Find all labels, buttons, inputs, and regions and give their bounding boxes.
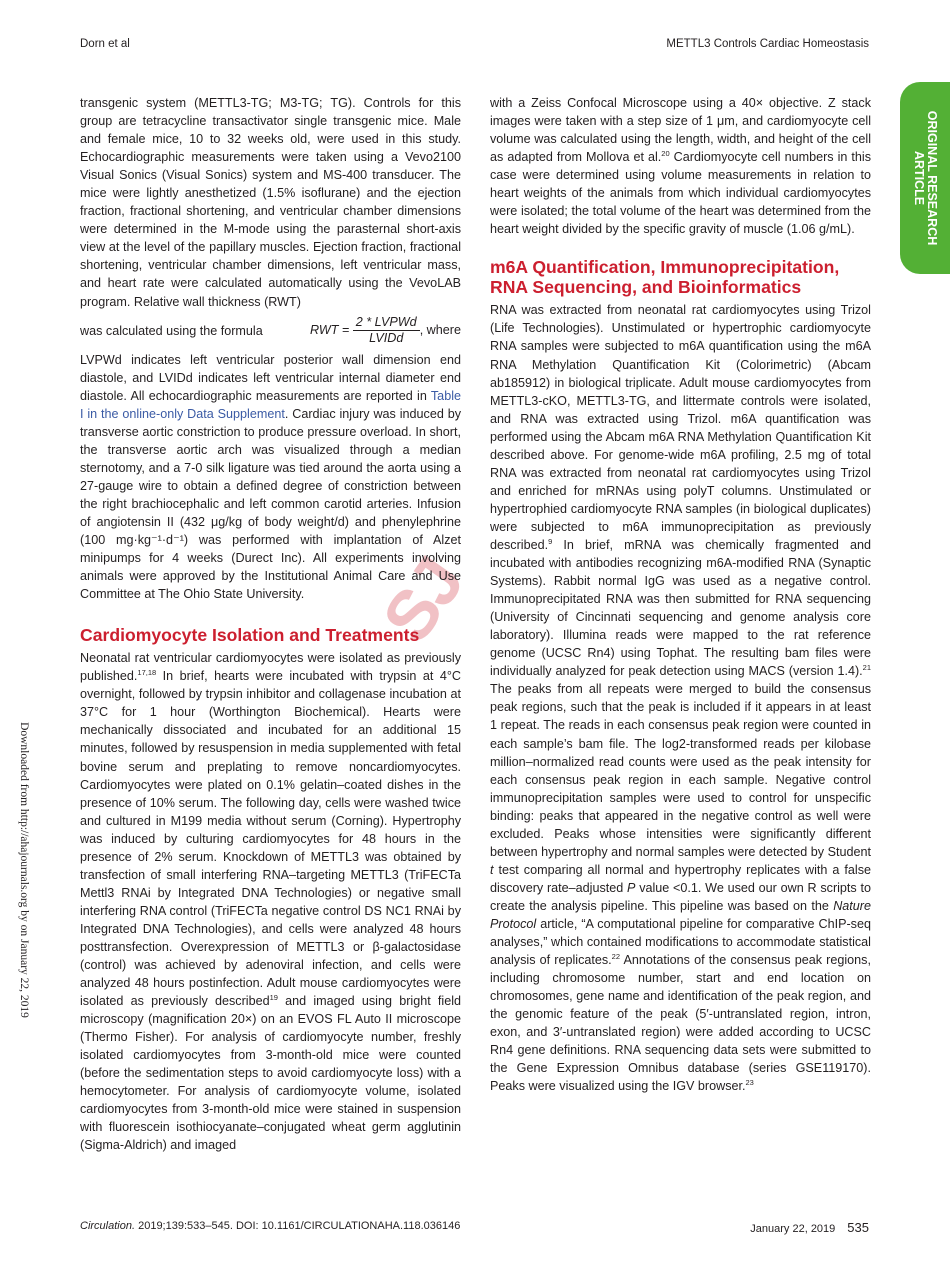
citation-ref: 9	[548, 536, 553, 546]
m6a-text-p: P	[627, 880, 636, 895]
footer-date-page	[750, 1220, 869, 1235]
article-type-tab	[900, 82, 950, 274]
confocal-text-b: Cardiomyocyte cell numbers in this case were determined using volume measurements in relation to heart weights of the animals from which individual cardiomyocytes were isolated; the total volume of the heart was determined from the heart weight divided by the specific gravity of muscle (1.06 g/mL).	[490, 150, 871, 237]
download-note: Downloaded from http://ahajournals.org by on January 22, 2019	[18, 722, 30, 1018]
rwt-formula-line	[80, 311, 461, 351]
rwt-formula	[310, 315, 461, 346]
section-heading-m6a: m6A Quantification, Immunoprecipitation, RNA Sequencing, and Bioinformatics	[490, 257, 840, 298]
page-number: 535	[847, 1220, 869, 1235]
formula-lhs: RWT =	[309, 322, 350, 337]
m6a-text-e: value <0.1. We used our own R scripts to create the analysis pipeline. This pipeline was based on the	[490, 880, 871, 913]
confocal-paragraph	[490, 94, 871, 238]
cm-text-c: and imaged using bright field microscopy (magnification 20×) on an EVOS FL Auto II microscope (Thermo Fisher). For analysis of cardiomyocyte number, freshly isolated cardiomyocytes from 3-month-old mice were counted (before the sedimentation steps to avoid cardiomyocyte loss) with a hemocytometer. For analysis of cardiomyocyte volume, isolated cardiomyocytes from 3-month-old mice were stained in suspension with fluorescein isothiocyanate–conjugated wheat germ agglutinin (Sigma-Aldrich) and imaged	[80, 994, 461, 1153]
right-column	[490, 94, 871, 1095]
m6a-text-d: test comparing all normal and hypertrophy replicates with a false discovery rate–adjusted	[490, 862, 871, 895]
citation-ref: 21	[862, 663, 871, 673]
m6a-text-b: In brief, mRNA was chemically fragmented and incubated with antibodies recognizing m6A-modified RNA (Synaptic Systems). Rabbit normal IgG was used as a negative control. Immunoprecipitated RNA was then submitted for RNA sequencing (University of Cincinnati sequencing and genome analysis core laboratory). Illumina reads were mapped to the rat reference genome (UCSC Rn4) using Tophat. The resulting bam files were individually analyzed for peak detection using MACS (version 1.4).	[490, 537, 871, 679]
confocal-text-a: with a Zeiss Confocal Microscope using a 40× objective. Z stack images were taken with a step size of 1 μm, and cardiomyocyte cell volume was calculated using the length, width, and height of the cell as adapted from Mollova et al.	[490, 96, 871, 165]
echo-paragraph-part1: transgenic system (METTL3-TG; M3-TG; TG). Controls for this group are tetracycline transactivator single transgenic mice. Male and female mice, 10 to 32 weeks old, were used in this study. Echocardiographic measurements were taken using a Vevo2100 Visual Sonics (Visual Sonics) system and MS-400 transducer. The mice were lightly anesthetized (1.5% isoflurane) and the ejection fraction, fractional shortening, and ventricular chamber dimensions were determined in the M-mode using the parasternal short-axis view at the level of the papillary muscles. Ejection fraction, fractional shortening, ventricular chamber dimensions, left ventricular mass, and heart rate were calculated automatically using the VevoLAB program. Relative wall thickness (RWT)	[80, 96, 461, 309]
footer-date: January 22, 2019	[750, 1223, 836, 1235]
citation-ref: 20	[661, 148, 670, 158]
m6a-paragraph	[490, 301, 871, 1095]
echo-text-b: . Cardiac injury was induced by transverse aortic constriction to produce pressure overload. In short, the transverse aortic arch was visualized through a median sternotomy, and a 7-0 silk ligature was tied around the aorta using a 27-gauge wire to obtain a defined degree of constriction between the right brachiocephalic and left common carotid arteries. Infusion of angiotensin II (432 μg/kg of body weight/d) and phenylephrine (100 mg·kg⁻¹·d⁻¹) was performed with implantation of Alzet minipumps for 4 weeks (Durect Inc). All experiments involving animals were approved by the Institutional Animal Care and Use Committee at The Ohio State University.	[80, 406, 462, 602]
m6a-text-t: t	[490, 862, 494, 877]
formula-denominator: LVIDd	[369, 331, 404, 346]
m6a-text-f: article, “A computational pipeline for comparative ChIP-seq analyses,” which contained modifications to accommodate statistical analysis of replicates.	[490, 916, 871, 968]
running-header-authors: Dorn et al	[80, 38, 130, 50]
watermark-stamp: SJ	[367, 544, 479, 656]
formula-fraction	[353, 315, 420, 346]
left-column	[80, 94, 461, 1155]
article-type-line1: ORIGINAL RESEARCH	[925, 110, 939, 246]
footer-citation	[80, 1220, 460, 1232]
m6a-text-a: RNA was extracted from neonatal rat cardiomyocytes using Trizol (Life Technologies). Unstimulated or hypertrophic cardiomyocyte RNA samples were subjected to m6A quantification using the m6A RNA Methylation Quantification Kit (Colorimetric) (Abcam ab185912) in biological triplicate. Adult mouse cardiomyocytes from METTL3-cKO, METTL3-TG, and littermate controls were isolated, and RNA was extracted using Trizol. m6A quantification was performed using the Abcam m6A RNA Methylation Quantification Kit described above. For genome-wide m6A profiling, 2.5 mg of total RNA was extracted from neonatal rat cardiomyocytes using Trizol and enriched for mRNAs using polyT columns. Unstimulated or hypertrophied cardiomyocyte RNA samples (in biological duplicates) were subjected to m6A immunoprecipitation as previously described.	[490, 303, 871, 552]
formula-tail: , where	[419, 322, 461, 337]
footer-doi: 2019;139:533–545. DOI: 10.1161/CIRCULATIONAHA.118.036146	[135, 1220, 461, 1232]
m6a-text-g: Annotations of the consensus peak regions, including chromosome number, start and end location on chromosomes, gene name and identification of the peak region, and the genomic feature of the peak (5′-untranslated region, intron, exon, and 3′-untranslated region) were added according to UCSC Rn4 gene definitions. RNA sequencing data sets were submitted to the Gene Expression Omnibus database (series GSE119170). Peaks were visualized using the IGV browser.	[490, 953, 871, 1094]
m6a-journal-name: Nature Protocol	[490, 898, 871, 931]
cm-text-b: In brief, hearts were incubated with trypsin at 4°C overnight, followed by trypsin inhibitor and collagenase incubation at 37°C for 1 hour (Worthington Biochemical). Hearts were mechanically dissociated and incubated for an additional 15 minutes, followed by resuspension in media supplemented with fetal bovine serum and preplating to remove noncardiomyocytes. Cardiomyocytes were plated on 0.1% gelatin–coated dishes in the presence of 10% serum. The following day, cells were washed twice and cultured in M199 media without serum (Corning). Hypertrophy was induced by culturing cardiomyocytes for 48 hours in the presence of 2% serum. Knockdown of METTL3 was obtained by transfection of small interfering RNA–targeting METTL3 (TriFECTa Mettl3 RNAi by Integrated DNA Technologies) or negative small interfering RNA control (TriFECTa negative control DS NC1 RNAi by Integrated DNA Technologies), and cells were analyzed 48 hours posttransfection. Overexpression of METTL3 or β-galactosidase (control) was achieved by adenoviral infection, and cells were analyzed 48 hours postinfection. Adult mouse cardiomyocytes were isolated as previously described	[80, 669, 461, 1009]
section-heading-cardiomyocyte: Cardiomyocyte Isolation and Treatments	[80, 625, 420, 646]
cm-text-a: Neonatal rat ventricular cardiomyocytes were isolated as previously published.	[80, 651, 461, 684]
running-header-title: METTL3 Controls Cardiac Homeostasis	[666, 38, 869, 50]
formula-lead-text: was calculated using the formula	[80, 323, 263, 338]
citation-ref: 22	[611, 951, 621, 961]
citation-ref: 23	[745, 1078, 754, 1088]
supplement-table-link[interactable]: Table I in the online-only Data Supplement	[80, 388, 461, 421]
m6a-text-c: The peaks from all repeats were merged to build the consensus peak regions, such that the peak is included if it appears in at least 1 repeat. The reads in each consensus peak region were counted in each sample’s bam file. The log2-transformed reads per kilobase million–normalized read counts were used as the peak intensity for each consensus peak region in each sample. Negative control immunoprecipitation samples were used to control for unspecific binding: peaks that appeared in the negative control as well were excluded. Peaks whose intensities were significantly different between hypertrophy and normal samples were detected by Student	[490, 682, 871, 859]
echo-paragraph-part2	[80, 351, 461, 604]
article-type-line2: ARTICLE	[912, 150, 926, 206]
footer-journal: Circulation.	[80, 1220, 136, 1232]
citation-ref: 17,18	[137, 668, 157, 678]
cardiomyocyte-paragraph	[80, 649, 461, 1154]
article-type-label	[912, 111, 938, 246]
citation-ref: 19	[269, 992, 278, 1002]
echo-text-a: LVPWd indicates left ventricular posterior wall dimension end diastole, and LVIDd indicates left ventricular internal diameter end diastole. All echocardiographic measurements are reported in	[80, 352, 461, 403]
formula-numerator: 2 * LVPWd	[353, 315, 420, 331]
